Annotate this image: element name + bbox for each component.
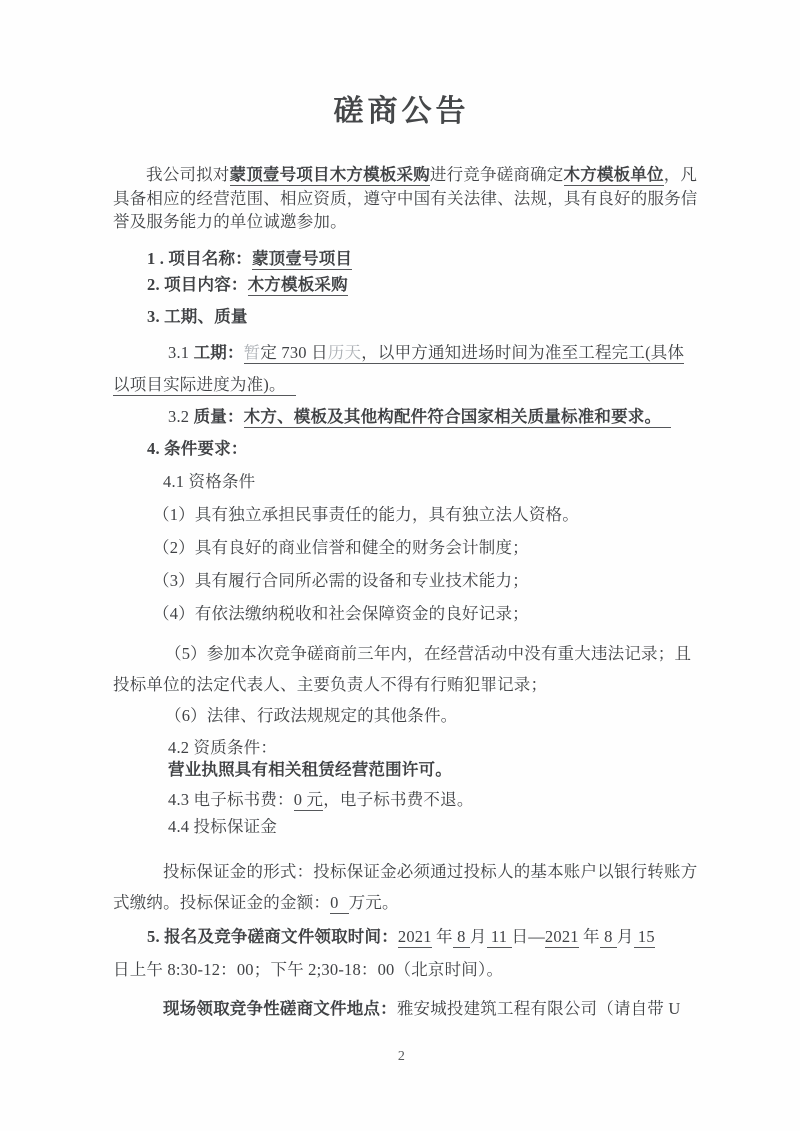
schedule-line-2: 日上午 8:30-12：00；下午 2;30-18：00（北京时间）。 [113, 959, 504, 979]
s32-label: 质量： [193, 406, 244, 426]
condition-1: （1）具有独立承担民事责任的能力，具有独立法人资格。 [153, 504, 579, 524]
intro-line-3: 誉及服务能力的单位诚邀参加。 [113, 212, 347, 231]
condition-5-line-1: （5）参加本次竞争磋商前三年内，在经营活动中没有重大违法记录；且 [165, 643, 692, 663]
date-text: 日— [511, 926, 545, 946]
condition-2: （2）具有良好的商业信誉和健全的财务会计制度； [153, 537, 529, 557]
s31-line-2: 以项目实际进度为准)。 [113, 375, 296, 396]
doc-title: 磋商公告 [333, 95, 470, 128]
date-text: 年 [431, 926, 453, 946]
schedule-label: 5. 报名及竞争磋商文件领取时间： [147, 926, 398, 946]
section3-2-quality [113, 401, 690, 433]
license-note: 营业执照具有相关租赁经营范围许可。 [168, 759, 452, 779]
s31-value: 历天 [327, 342, 362, 362]
intro-run: 进行竞争磋商确定 [429, 165, 564, 184]
condition-6: （6）法律、行政法规规定的其他条件。 [165, 705, 458, 725]
project-purchase-name: 蒙顶壹号项目木方模板采购 [229, 165, 430, 184]
deposit-amount-label: 式缴纳。投标保证金的金额： [113, 892, 331, 912]
section5-schedule [113, 920, 690, 986]
s43-suffix: ，电子标书费不退。 [323, 789, 474, 809]
s31-value: ，以甲方通知进场时间为准至工程完工(具体 [361, 342, 685, 362]
section3-heading: 3. 工期、质量 [147, 306, 248, 326]
date-text: 月 [616, 926, 634, 946]
schedule-line-1 [147, 927, 655, 948]
deposit-line-1: 投标保证金的形式：投标保证金必须通过投标人的基本账户以银行转账方 [163, 861, 698, 881]
intro-line-1 [146, 165, 697, 186]
condition-4: （4）有依法缴纳税收和社会保障资金的良好记录； [153, 603, 529, 623]
s32-number: 3.2 [168, 406, 194, 426]
date-text: 年 [578, 926, 600, 946]
date-day-end: 15 [633, 926, 655, 946]
deposit-line-2 [113, 893, 399, 914]
deposit-paragraph [113, 856, 698, 918]
date-month-start: 8 [452, 926, 470, 946]
section4-1-qualification: 4.1 资格条件 [163, 471, 256, 491]
section4-4-deposit-heading: 4.4 投标保证金 [168, 816, 278, 836]
date-text: 月 [469, 926, 487, 946]
date-month-end: 8 [599, 926, 617, 946]
unit-name: 木方模板单位 [563, 165, 664, 184]
s31-line-1 [168, 343, 684, 364]
pickup-value: 雅安城投建筑工程有限公司（请自带 U [396, 998, 681, 1018]
s31-number: 3.1 [168, 342, 194, 362]
item2-label: 2. 项目内容： [147, 274, 248, 294]
s31-label: 工期： [193, 342, 244, 362]
item2-value: 木方模板采购 [247, 274, 348, 294]
date-day-start: 11 [486, 926, 512, 946]
section4-2-license: 4.2 资质条件： [168, 737, 278, 757]
list-item-project-content [113, 272, 690, 298]
condition-5 [113, 638, 690, 700]
deposit-amount-value: 0 [330, 893, 348, 914]
page-number: 2 [397, 1048, 406, 1064]
s32-value: 木方、模板及其他构配件符合国家相关质量标准和要求。 [244, 407, 672, 428]
section4-heading: 4. 条件要求： [147, 438, 248, 458]
list-item-project-name [113, 246, 690, 272]
pickup-location [113, 992, 690, 1025]
s31-value: 暂 [243, 342, 261, 362]
intro-line-2: 具备相应的经营范围、相应资质，遵守中国有关法律、法规，具有良好的服务信 [113, 188, 698, 208]
condition-5-line-2: 投标单位的法定代表人、主要负责人不得有行贿犯罪记录； [113, 674, 548, 694]
intro-paragraph [113, 163, 698, 234]
deposit-unit: 万元。 [348, 892, 399, 912]
intro-run: ，凡 [663, 165, 698, 184]
section3-1-duration [113, 337, 690, 401]
item1-value: 蒙顶壹号项目 [251, 248, 353, 268]
item1-label: 1 . 项目名称： [147, 248, 252, 268]
date-year-start: 2021 [397, 926, 432, 946]
s43-fee-value: 0 元 [293, 789, 324, 809]
intro-run: 我公司拟对 [146, 165, 230, 184]
section4-3-fee [113, 786, 690, 813]
date-year-end: 2021 [544, 926, 579, 946]
s31-value: 定 730 日 [260, 342, 328, 362]
s43-label: 4.3 电子标书费： [168, 789, 294, 809]
condition-3: （3）具有履行合同所必需的设备和专业技术能力； [153, 570, 529, 590]
pickup-label: 现场领取竞争性磋商文件地点： [163, 998, 397, 1018]
